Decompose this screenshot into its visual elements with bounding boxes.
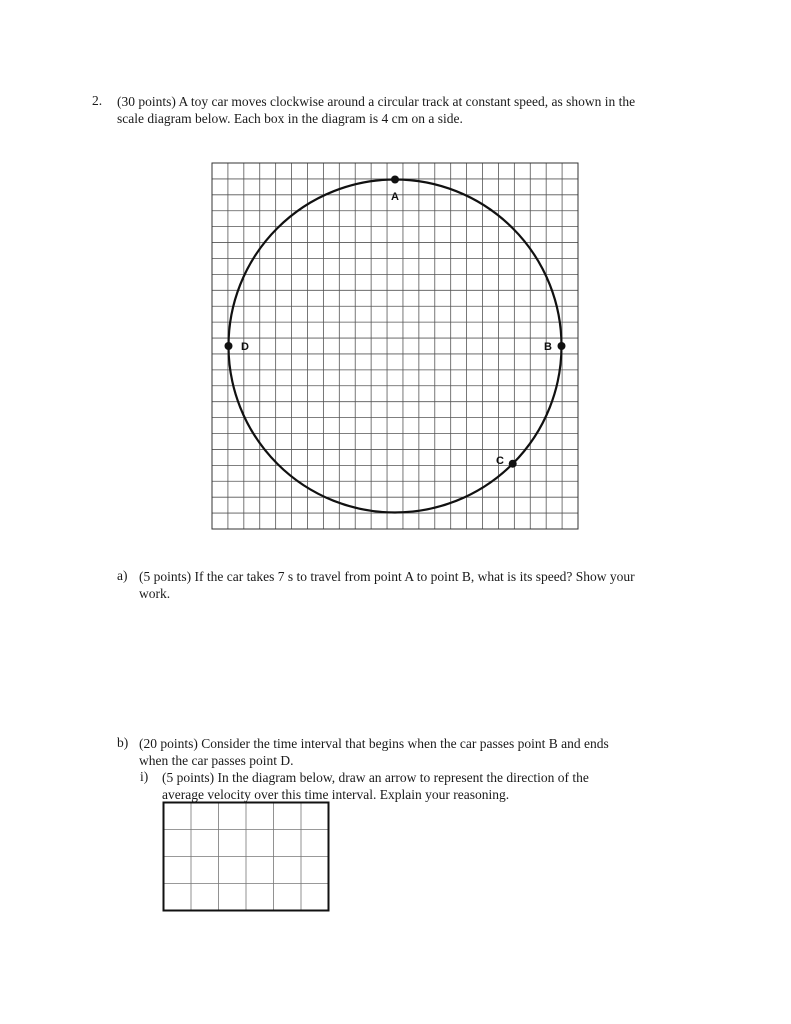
part-a-label: a) (117, 568, 128, 583)
point-b-label: B (544, 341, 552, 353)
part-b-i-label: i) (140, 769, 149, 784)
part-b-i-prompt-line-1: (5 points) In the diagram below, draw an arrow to represent the direction of the (162, 770, 589, 785)
diagram-grid (212, 163, 578, 529)
point-a-label: A (391, 191, 399, 203)
point-c-label: C (496, 455, 504, 467)
part-b-label: b) (117, 735, 129, 750)
part-b-i-prompt-line-2: average velocity over this time interval. Explain your reasoning. (162, 787, 510, 802)
diagram-grid-border (212, 163, 578, 529)
question-prompt-line-1: (30 points) A toy car moves clockwise around a circular track at constant speed, as shown in the (117, 94, 636, 109)
part-b-i-prompt (162, 769, 589, 803)
point-c-marker (509, 460, 517, 468)
circular-track-diagram (210, 161, 580, 531)
velocity-answer-grid[interactable] (162, 801, 330, 913)
part-b-prompt-line-2: when the car passes point D. (139, 753, 294, 768)
point-d-label: D (241, 341, 249, 353)
part-a-prompt-line-2: work. (139, 586, 171, 601)
question-number: 2. (92, 93, 103, 108)
answer-grid-lines (164, 803, 329, 911)
part-b-prompt (139, 735, 609, 769)
question-prompt (117, 93, 717, 127)
point-b-marker (558, 342, 566, 350)
part-b-prompt-line-1: (20 points) Consider the time interval that begins when the car passes point B and ends (139, 736, 609, 751)
question-prompt-line-2: scale diagram below. Each box in the diagram is 4 cm on a side. (117, 111, 463, 126)
point-a-marker (391, 176, 399, 184)
part-a-prompt (139, 568, 635, 602)
part-a-prompt-line-1: (5 points) If the car takes 7 s to travel from point A to point B, what is its speed? Show your (139, 569, 635, 584)
point-d-marker (225, 342, 233, 350)
